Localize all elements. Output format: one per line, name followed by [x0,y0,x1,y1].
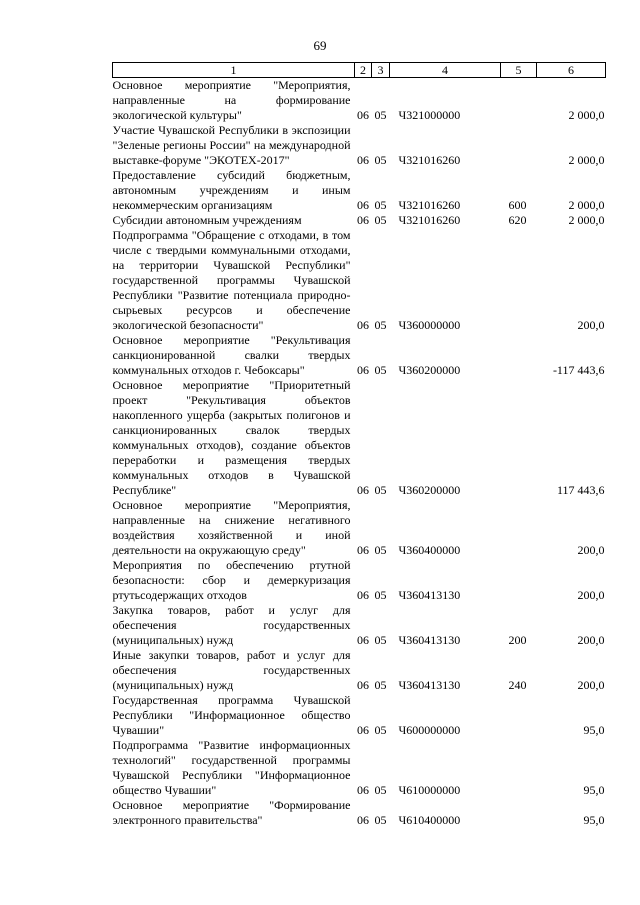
row-name: Участие Чувашской Республики в экспозиции "Зеленые регионы России" на международной выставке-форуме "ЭКОТЕХ-2017" [112,123,351,167]
table-row [113,123,606,168]
expense-type-code [501,558,537,603]
section-code: 06 [357,483,369,497]
row-name: Основное мероприятие "Приоритетный проект "Рекультивация объектов накопленного ущерба (закрытых полигонов и санкционированных свалок твердых коммунальных отходов), создание объектов переработки и размещения твердых коммунальных отходов в Чувашской Республике" [112,378,351,497]
page-number: 69 [313,38,327,53]
row-name: Основное мероприятие "Рекультивация санкционированной свалки твердых коммунальных отходов г. Чебоксары" [112,333,351,377]
table-row [113,738,606,798]
row-name: Основное мероприятие "Мероприятия, направленные на снижение негативного воздействия хозяйственной и иной деятельности на окружающую среду" [112,498,351,557]
table-row [113,168,606,213]
table-row [113,693,606,738]
table-row [113,648,606,693]
column-header-4: 4 [390,63,501,78]
expense-type-code [501,378,537,498]
row-name: Закупка товаров, работ и услуг для обеспечения государственных (муниципальных) нужд [112,603,351,647]
section-code: 06 [357,108,369,122]
expense-type-code [501,333,537,378]
subsection-code: 05 [374,198,387,212]
section-code: 06 [357,153,369,167]
subsection-code: 05 [374,153,387,167]
amount-value: 95,0 [583,723,605,737]
target-article-code: Ч321016260 [398,153,461,167]
target-article-code: Ч360413130 [398,633,461,647]
amount-value: 95,0 [583,813,605,827]
amount-value: 95,0 [583,783,605,797]
subsection-code: 05 [374,633,387,647]
section-code: 06 [357,678,369,692]
subsection-code: 05 [374,483,387,497]
expense-type-code [501,798,537,828]
amount-value: 200,0 [577,678,605,692]
row-name: Иные закупки товаров, работ и услуг для обеспечения государственных (муниципальных) нужд [112,648,351,692]
subsection-code: 05 [374,318,387,332]
column-header-6: 6 [537,63,606,78]
expense-type-code [501,228,537,333]
section-code: 06 [357,723,369,737]
amount-value: -117 443,6 [552,363,605,377]
amount-value: 2 000,0 [568,108,605,122]
amount-value: 200,0 [577,588,605,602]
column-header-1: 1 [113,63,355,78]
section-code: 06 [357,213,369,227]
expense-type-code: 200 [508,633,527,647]
table-row [113,228,606,333]
table-row [113,213,606,228]
column-header-3: 3 [372,63,390,78]
row-name: Субсидии автономным учреждениям [112,213,302,227]
target-article-code: Ч360000000 [398,318,461,332]
target-article-code: Ч321016260 [398,198,461,212]
row-name: Подпрограмма "Обращение с отходами, в том числе с твердыми коммунальными отходами, на территории Чувашской Республики" государственной программы Чувашской Республики "Развитие потенциала природно-сырьевых ресурсов и обеспечение экологической безопасности" [112,228,351,332]
subsection-code: 05 [374,723,387,737]
section-code: 06 [357,198,369,212]
target-article-code: Ч600000000 [398,723,461,737]
section-code: 06 [357,363,369,377]
row-name: Государственная программа Чувашской Республики "Информационное общество Чувашии" [112,693,351,737]
target-article-code: Ч360413130 [398,588,461,602]
amount-value: 2 000,0 [568,198,605,212]
row-name: Подпрограмма "Развитие информационных технологий" государственной программы Чувашской Республики "Информационное общество Чувашии" [112,738,351,797]
expense-type-code [501,498,537,558]
budget-table [112,62,606,828]
subsection-code: 05 [374,108,387,122]
column-header-5: 5 [501,63,537,78]
amount-value: 200,0 [577,543,605,557]
subsection-code: 05 [374,678,387,692]
row-name: Основное мероприятие "Формирование электронного правительства" [112,798,351,827]
subsection-code: 05 [374,543,387,557]
table-row [113,798,606,828]
row-name: Основное мероприятие "Мероприятия, направленные на формирование экологической культуры" [112,78,351,122]
target-article-code: Ч610400000 [398,813,461,827]
target-article-code: Ч360413130 [398,678,461,692]
amount-value: 200,0 [577,633,605,647]
target-article-code: Ч360400000 [398,543,461,557]
table-row [113,603,606,648]
subsection-code: 05 [374,813,387,827]
expense-type-code: 620 [508,213,527,227]
column-header-2: 2 [355,63,372,78]
amount-value: 200,0 [577,318,605,332]
table-row [113,78,606,124]
expense-type-code: 600 [508,198,527,212]
section-code: 06 [357,588,369,602]
expense-type-code [501,78,537,124]
section-code: 06 [357,783,369,797]
expense-type-code [501,693,537,738]
target-article-code: Ч360200000 [398,483,461,497]
section-code: 06 [357,318,369,332]
subsection-code: 05 [374,783,387,797]
table-body [113,78,606,829]
amount-value: 117 443,6 [556,483,605,497]
target-article-code: Ч321016260 [398,213,461,227]
table-row [113,378,606,498]
target-article-code: Ч360200000 [398,363,461,377]
table-header-row [113,63,606,78]
target-article-code: Ч610000000 [398,783,461,797]
subsection-code: 05 [374,213,387,227]
table-row [113,333,606,378]
subsection-code: 05 [374,588,387,602]
table-row [113,558,606,603]
amount-value: 2 000,0 [568,213,605,227]
expense-type-code [501,738,537,798]
target-article-code: Ч321000000 [398,108,461,122]
amount-value: 2 000,0 [568,153,605,167]
section-code: 06 [357,633,369,647]
expense-type-code: 240 [508,678,527,692]
row-name: Предоставление субсидий бюджетным, автономным учреждениям и иным некоммерческим организациям [112,168,351,212]
table-row [113,498,606,558]
expense-type-code [501,123,537,168]
subsection-code: 05 [374,363,387,377]
section-code: 06 [357,543,369,557]
section-code: 06 [357,813,369,827]
row-name: Мероприятия по обеспечению ртутной безопасности: сбор и демеркуризация ртутьсодержащих отходов [112,558,351,602]
